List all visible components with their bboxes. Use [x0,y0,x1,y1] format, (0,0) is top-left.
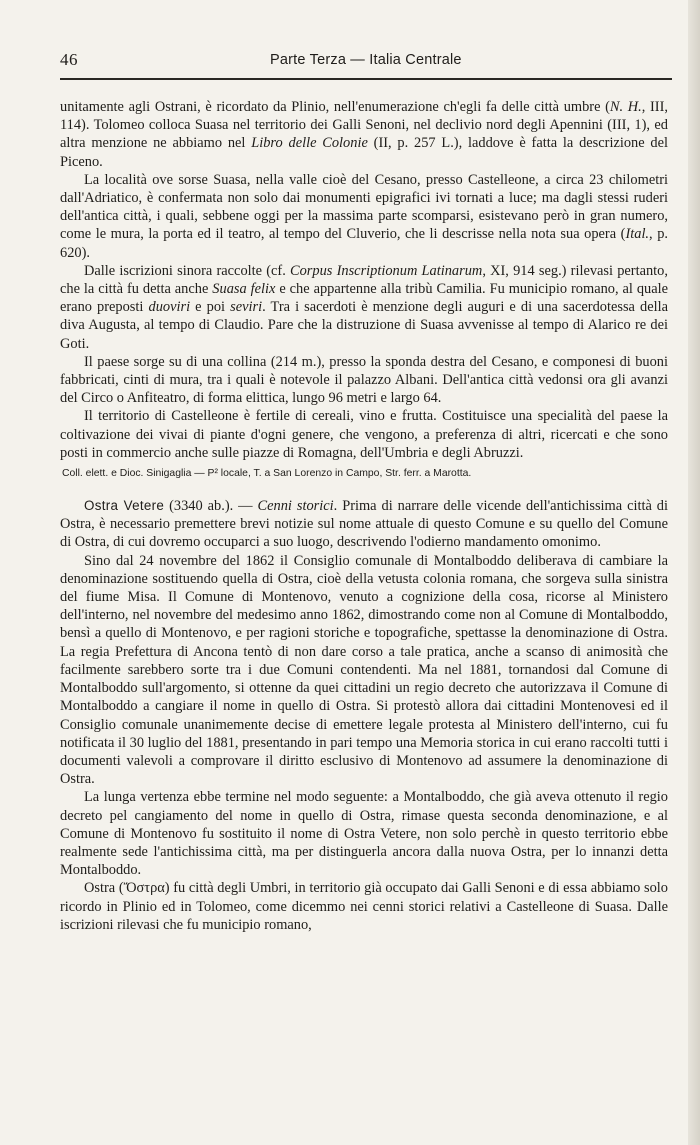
paragraph-suasa-sources: unitamente agli Ostrani, è ricordato da Plinio, nell'enumerazione ch'egli fa delle città umbre (N. H., III, 114). Tolomeo colloca Suasa nel territorio dei Galli Senoni, nel declivio nord degli Apennini (III, 1), ed altra menzione ne abbiamo nel Libro delle Colonie (II, p. 257 L.), laddove è fatta la descrizione del Piceno. [60,99,668,170]
paragraph-suasa-inscriptions: Dalle iscrizioni sinora raccolte (cf. Corpus Inscriptionum Latinarum, XI, 914 seg.) rilevasi pertanto, che la città fu detta anche Suasa felix e che appartenne alla tribù Camilia. Fu municipio romano, al quale erano preposti duoviri e poi seviri. Tra i sacerdoti è menzione degli auguri e di una sacerdotessa della diva Augusta, al tempo di Claudio. Pare che la distruzione di Suasa avvenisse al tempo di Alarico re dei Goti. [60,262,669,352]
page-header [60,50,682,76]
paragraph-town-description: Il paese sorge su di una collina (214 m.), presso la sponda destra del Cesano, e componesi di buoni fabbricati, cinti di mura, tra i quali è notevole il palazzo Albani. Dell'antica città vedonsi ora gli avanzi del Circo o Anfiteatro, di forma elittica, lungo 96 metri e largo 64. [60,353,668,407]
header-rule [60,78,672,80]
paragraph-ostra-history: Ostra (Ὄστρα) fu città degli Umbri, in territorio già occupato dai Galli Senoni e di essa abbiamo solo ricordo in Plinio ed in Tolomeo, come dicemmo nei cenni storici relativi a Castelleone di Suasa. Dalle iscrizioni rilevasi che fu municipio romano, [60,880,668,933]
paragraph-name-dispute: Sino dal 24 novembre del 1862 il Consiglio comunale di Montalboddo deliberava di cambiare la denominazione sostituendo quella di Ostra, cioè della vetusta colonia romana, che sorgeva sulla sinistra del fiume Misa. Il Comune di Montenovo, venuto a cognizione della cosa, ricorse al Ministero dell'interno, nel novembre del medesimo anno 1862, dimostrando come non al Comune di Montalboddo, bensì a quello di Montenovo, e per ragioni storiche e topografiche, spettasse la denominazione di Ostra. La regia Prefettura di Ancona tentò di non dare corso a tale pratica, anche a scanso di animosità che facilmente sarebbero sorte tra i due Comuni contendenti. Ma nel 1881, tornandosi dal Comune di Montalboddo sull'argomento, si ottenne da quei cittadini un regio decreto che autorizzava il Comune di Montalboddo a cangiare il nome in quello di Ostra. Si protestò allora dai cittadini Montenovesi ed il Consiglio comunale unanimemente decise di emettere legale protesta al Ministero dell'interno, cui fu notificata il 30 luglio del 1881, presentando in pari tempo una Memoria storica in cui erano raccolti tutti i documenti valevoli a comprovare il diritto esclusivo di Montenovo ad assumere la denominazione di Ostra. [60,552,668,788]
administrative-note: Coll. elett. e Dioc. Sinigaglia — P² locale, T. a San Lorenzo in Campo, Str. ferr. a Marotta. [62,468,472,480]
paragraph-dispute-resolution: La lunga vertenza ebbe termine nel modo seguente: a Montalboddo, che già aveva ottenuto il regio decreto pel cangiamento del nome in quello di Ostra, rimase questa seconda denominazione, e al Comune di Montenovo fu sostituito il nome di Ostra Vetere, non solo perchè in questo territorio ebbe realmente sede l'antichissima città, ma per distinguerla ancora dalla nuova Ostra, per lo innanzi detta Montalboddo. [60,789,668,879]
page-number: 46 [60,50,78,69]
page-body [60,98,668,934]
paragraph-suasa-location: La località ove sorse Suasa, nella valle cioè del Cesano, presso Castelleone, a circa 23 chilometri dall'Adriatico, è confermata non solo dai monumenti epigrafici ivi tornati a luce; ma dagli stessi ruderi dell'antica città, i quali, sebbene oggi per la massima parte scomparsi, esistevano però in gran numero, come le mura, la porta ed il teatro, al tempo del Cluverio, che li descrisse nella nota sua opera (Ital., p. 620). [60,171,668,261]
entry-ostra-vetere: Ostra Vetere (3340 ab.). — Cenni storici. Prima di narrare delle vicende dell'antichissima città di Ostra, è necessario premettere brevi notizie sul nome attuale di questo Comune e su quello del Comune di Ostra, di cui dovremo occuparci a suo luogo, descrivendo l'odierno mandamento omonimo. [60,498,668,551]
paragraph-territory: Il territorio di Castelleone è fertile di cereali, vino e frutta. Costituisce una specialità del paese la coltivazione dei vivai di piante d'ogni genere, che vengono, a preferenza di altri, ricercati e che sono posti in commercio anche sulle piazze di Romagna, dell'Umbria e degli Abruzzi. [60,408,668,461]
page-edge [688,0,700,1145]
entry-section-title: Cenni storici [257,498,334,515]
running-title: Parte Terza — Italia Centrale [270,52,462,68]
entry-title: Ostra Vetere [84,498,165,514]
